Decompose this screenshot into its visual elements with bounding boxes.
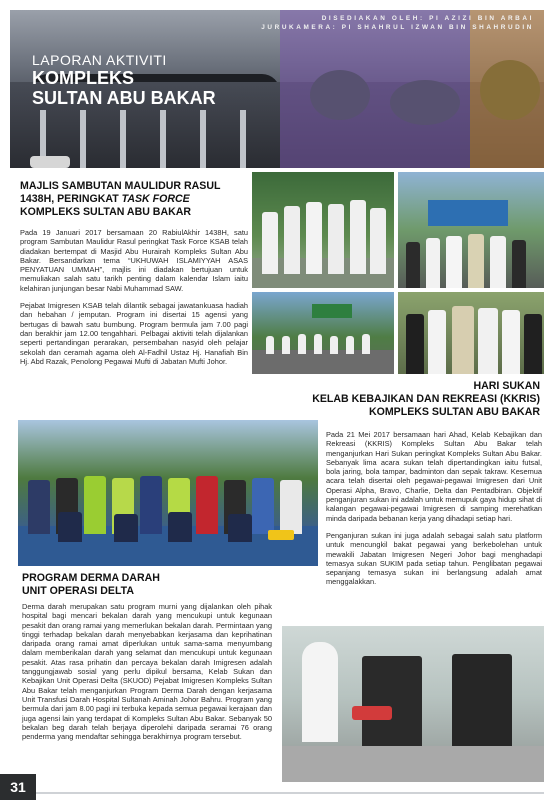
section2-para2: Penganjuran sukan ini juga adalah sebagai salah satu platform untuk mencungkil bakat pegawai yang berkebolehan untuk mewakili Jabatan Imigresen Negeri Johor bagi menghadapi temasya sukan SUKIM pada setiap tahun. Penglibatan pegawai sepanjang temasya sukan ini berlangsung adalah amat menggalakkan. [326,530,542,587]
photo-officials [398,292,544,374]
section1-heading: MAJLIS SAMBUTAN MAULIDUR RASUL 1438H, PERINGKAT TASK FORCE KOMPLEKS SULTAN ABU BAKAR [20,180,221,218]
banner-title: KOMPLEKS SULTAN ABU BAKAR [32,68,216,108]
credit-photographer: JURUKAMERA: PI SHAHRUL IZWAN BIN SHAHRUDIN [261,24,534,31]
credits [261,14,534,32]
section2-heading: HARI SUKAN KELAB KEBAJIKAN DAN REKREASI (KKRIS) KOMPLEKS SULTAN ABU BAKAR [312,380,540,418]
section1-para2: Pejabat Imigresen KSAB telah dilantik sebagai jawatankuasa hadiah dan hebahan / jemputan. Program ini disertai 15 agensi yang bertugas di bawah satu bumbung. Program bermula jam 7.00 pagi dan berakhir jam 12.00 tengahhari. Pelbagai aktiviti telah dijalankan seperti pertandingan perarakan, persembahan nasyid oleh pelajar sekolah dan ceramah agama oleh Al-Fadhil Ustaz Hj. Hanafiah Bin Hj. Abd Razak, Penolong Pegawai Mufti di Jabatan Mufti Johor. [20,301,248,366]
section1-para1: Pada 19 Januari 2017 bersamaan 20 RabiulAkhir 1438H, satu program Sambutan Maulidur Rasul peringkat Task Force KSAB telah diadakan bertempat di Masjid Abu Hurairah Kompleks Sultan Abu Bakar. Bersandarkan tema “UKHUWAH ISLAMIYYAH ASAS PENYATUAN UMMAH”, majlis ini diadakan bertujuan untuk memuliakan salah satu tarikh penting dalam kalendar Islam iaitu kelahiran junjungan besar Nabi Muhammad SAW. [20,228,248,293]
photo-banner-procession [398,172,544,288]
credit-preparer: DISEDIAKAN OLEH: PI AZIZI BIN ARBAI [321,15,534,22]
photo-parade-group [252,172,394,288]
banner-label: LAPORAN AKTIVITI [32,52,167,68]
photo-blood-donation [282,626,544,782]
section3-heading: PROGRAM DERMA DARAH UNIT OPERASI DELTA [22,572,160,597]
footer-strip [36,792,544,794]
section2-body [326,430,542,595]
photo-march-field [252,292,394,374]
section3-body [22,602,272,749]
section3-para1: Derma darah merupakan satu program murni yang dijalankan oleh pihak hospital bagi mencari bekalan darah yang mencukupi untuk kegunaan pesakit dan orang ramai yang memerlukan bekalan darah. Permintaan yang tinggi terhadap bekalan darah menyebabkan kerjasama dan keprihatinan daripada orang ramai amat diperlukan untuk sama-sama menyumbang dalam memberikalan darah yang selamat dan mencukupi untuk kegunaan pesakit. Atas rasa prihatin dan percaya bekalan darah Imigresen adalah tanggungjawab sosial yang perlu dipikul bersama, Kelab Sukan dan Kebajikan Unit Operasi Delta (SKUOD) Pejabat Imigresen Kompleks Sultan Abu Bakar telah menganjurkan Program Derma Darah dengan kerjasama Unit Transfusi Darah Hospital Sultanah Aminah Johor Bahru. Program yang bermula dari jam 8.00 pagi ini terbuka kepada semua pegawai kerajaan dan juga agensi lain yang terdapat di Kompleks Sultan Abu Bakar. Sebanyak 50 bekalan beg darah telah berjaya diperolehi daripada seramai 76 orang penderma yang mendaftar sehingga berakhirnya program tersebut. [22,602,272,742]
section2-para1: Pada 21 Mei 2017 bersamaan hari Ahad, Kelab Kebajikan dan Rekreasi (KKRIS) Kompleks Sultan Abu Bakar telah menganjurkan Hari Sukan peringkat Kompleks Sultan Abu Bakar. Sebanyak lima acara sukan telah dipertandingkan iaitu futsal, bola jaring, bola tampar, badminton dan sepak takraw. Kesemua acara telah disertai oleh pegawai-pegawai Imigresen dari Unit Operasi Alpha, Bravo, Charlie, Delta dan Pentadbiran. Objektif penganjuran sukan ini adalah untuk memupuk gaya hidup sihat di kalangan pegawai-pegawai Imigresen di samping merehatkan minda daripada bebanan kerja yang dihadapi setiap hari. [326,430,542,523]
header-banner [10,10,544,168]
page-number: 31 [0,774,36,800]
photo-futsal-team [18,420,318,566]
section1-body [20,228,248,374]
